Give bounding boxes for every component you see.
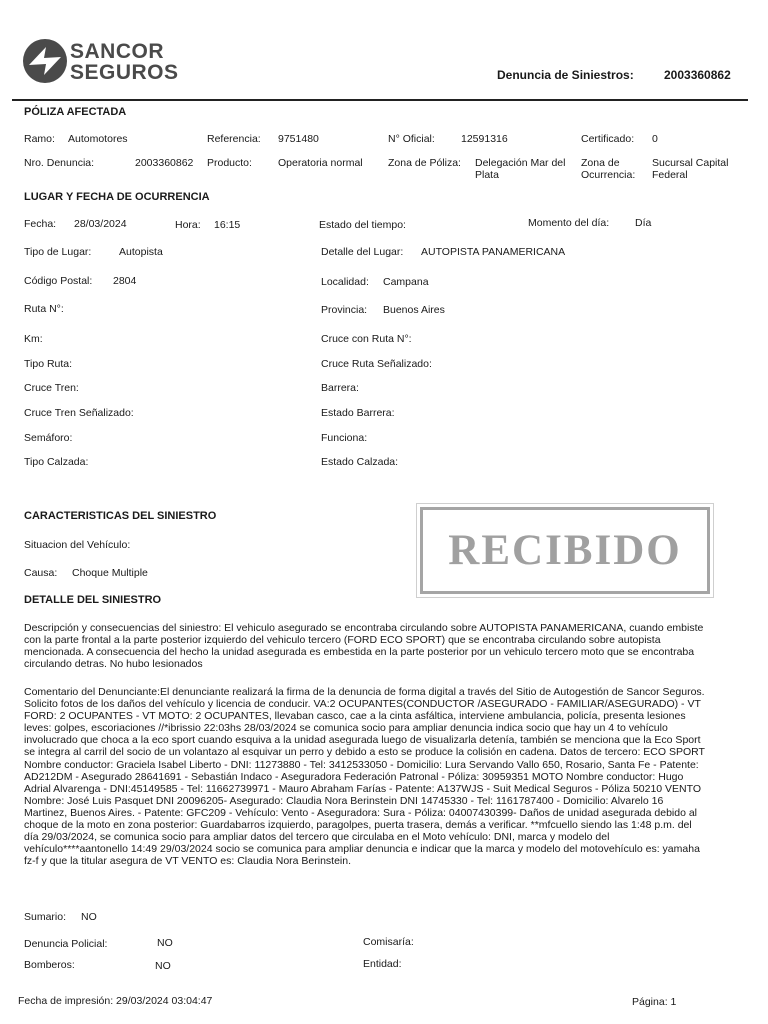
hora-label: Hora: [175,219,201,231]
referencia-value: 9751480 [278,133,319,145]
page-number: Página: 1 [632,996,677,1008]
tipo-lugar-label: Tipo de Lugar: [24,246,92,258]
zona-poliza-value-1: Delegación Mar del [475,157,566,169]
bomberos-value: NO [155,960,171,972]
cruce-ruta-label: Cruce con Ruta N°: [321,333,412,345]
section-poliza-title: PÓLIZA AFECTADA [24,106,127,118]
document-number: 2003360862 [664,68,731,82]
certificado-label: Certificado: [581,133,635,145]
ruta-label: Ruta N°: [24,303,64,315]
bomberos-label: Bomberos: [24,959,75,971]
fecha-value: 28/03/2024 [74,218,127,230]
comentario-paragraph: Comentario del Denunciante:El denunciante realizará la firma de la denuncia de forma digital a través del Sitio de Autogestión de Sancor Seguros. Solicito fotos de los daños del vehículo y licencia de conducir. VA:2 OCUPANTES(CONDUCTOR /ASEGURADO - FAMILIAR/ASEGURADO) - VT FORD: 2 OCUPANTES - VT MOTO: 2 OCUPANTES, llevaban casco, cae a la cinta asfáltica, interviene ambulancia, policía, presenta lesiones leves: golpes, escoriaciones //*ibrissio 22:03hs 28/03/2024 se comunica socio para ampliar denuncia indica socio que hay un 4 to vehículo involucrado que choca a la eco sport cuando esquiva a la unidad asegurada luego de visualizarla detenía, también se menciona que la Eco Sport se integra al carril del socio de un volantazo al esquivar un perro y debido a esto se produce la colisión en cadena. Datos de tercero: ECO SPORT Nombre conductor: Graciela Isabel Liberto - DNI: 11273880 - Tel: 3412533050 - Domicilio: Lura Servando Vallo 650, Rosario, Santa Fe - Patente: AD212DM - Asegurado 28641691 - Sebastián Indaco - Aseguradora Federación Patronal - Póliza: 30959351 MOTO Nombre conductor: Hugo Adrial Alvarenga - DNI:45149585 - Tel: 11662739971 - Mauro Abraham Farías - Patente: A137WJS - Suit Medical Seguros - Póliza 50210 VENTO Nombre: José Luis Pasquet DNI 20096205- Asegurado: Claudia Nora Berinstein DNI 14745330 - Tel: 1161787400 - Domicilio: Alvarelo 16 Martinez, Buenos Aires. - Patente: GFC209 - Vehículo: Vento - Aseguradora: Sura - Póliza: 04007430399- Daños de unidad asegurada debido al choque de la moto en zona posterior: Guardabarros izquierdo, paragolpes, puerta trasera, demás a verificar. **mfcuello siendo las 1:48 p.m. del día 29/03/2024, se comunica socio para ampliar datos del tercero que circulaba en el Moto vehículo: DNI, marca y modelo del vehículo****aantonello 14:49 29/03/2024 socio se comunica para ampliar denuncia e indicar que la marca y modelo del motovehículo es: yamaha fz-f y que la titular asegura de VT VENTO es: Claudia Nora Berinstein. [24,686,705,868]
estado-calzada-label: Estado Calzada: [321,456,399,468]
hora-value: 16:15 [214,219,241,231]
causa-label: Causa: [24,567,58,579]
causa-value: Choque Multiple [72,567,148,579]
certificado-value: 0 [652,133,658,145]
cruce-tren-label: Cruce Tren: [24,382,79,394]
situacion-vehiculo-label: Situacion del Vehículo: [24,539,131,551]
provincia-value: Buenos Aires [383,304,445,316]
brand-line-2: SEGUROS [70,61,179,84]
logo [22,38,179,88]
section-caracteristicas-title: CARACTERISTICAS DEL SINIESTRO [24,510,217,522]
km-label: Km: [24,333,43,345]
tipo-calzada-label: Tipo Calzada: [24,456,89,468]
comisaria-label: Comisaría: [363,936,414,948]
nro-denuncia-label: Nro. Denuncia: [24,157,95,169]
localidad-value: Campana [383,276,429,288]
ramo-value: Automotores [68,133,128,145]
ramo-label: Ramo: [24,133,55,145]
print-date: Fecha de impresión: 29/03/2024 03:04:47 [18,995,213,1007]
cruce-tren-senalizado-label: Cruce Tren Señalizado: [24,407,134,419]
descripcion-paragraph: Descripción y consecuencias del siniestro: El vehiculo asegurado se encontraba circulando sobre AUTOPISTA PANAMERICANA, cuando embiste con la parte frontal a la parte posterior izquierdo del vehiculo tercero (FORD ECO SPORT) que se encontraba circulando sobre autopista mencionada. A consecuencia del hecho la unidad asegurada es embestida en la parte posterior por un vehiculo tercero moto que se encontraba circulando detras. No hubo lesionados [24,622,704,671]
producto-value: Operatoria normal [278,157,363,169]
stamp-text: RECIBIDO [448,527,682,574]
zona-ocurrencia-value-2: Federal [652,169,688,181]
section-detalle-title: DETALLE DEL SINIESTRO [24,594,162,606]
referencia-label: Referencia: [207,133,261,145]
cruce-ruta-senalizado-label: Cruce Ruta Señalizado: [321,358,432,370]
detalle-lugar-label: Detalle del Lugar: [321,246,404,258]
detalle-lugar-value: AUTOPISTA PANAMERICANA [421,246,566,258]
momento-dia-label: Momento del día: [528,217,610,229]
codigo-postal-label: Código Postal: [24,275,93,287]
brand-line-1: SANCOR [70,40,165,63]
oficial-label: N° Oficial: [388,133,435,145]
section-lugar-title: LUGAR Y FECHA DE OCURRENCIA [24,191,210,203]
semaforo-label: Semáforo: [24,432,73,444]
producto-label: Producto: [207,157,252,169]
oficial-value: 12591316 [461,133,508,145]
entidad-label: Entidad: [363,958,402,970]
denuncia-policial-value: NO [157,937,173,949]
provincia-label: Provincia: [321,304,368,316]
zona-ocurrencia-label-1: Zona de [581,157,620,169]
estado-barrera-label: Estado Barrera: [321,407,395,419]
barrera-label: Barrera: [321,382,359,394]
zona-poliza-label: Zona de Póliza: [388,157,461,169]
funciona-label: Funciona: [321,432,368,444]
sumario-value: NO [81,911,97,923]
zona-poliza-value-2: Plata [475,169,499,181]
fecha-label: Fecha: [24,218,57,230]
zona-ocurrencia-label-2: Ocurrencia: [581,169,636,181]
tipo-lugar-value: Autopista [119,246,163,258]
tipo-ruta-label: Tipo Ruta: [24,358,73,370]
localidad-label: Localidad: [321,276,369,288]
codigo-postal-value: 2804 [113,275,137,287]
momento-dia-value: Día [635,217,652,229]
nro-denuncia-value: 2003360862 [135,157,194,169]
denuncia-policial-label: Denuncia Policial: [24,938,108,950]
document-title: Denuncia de Siniestros: [497,68,634,82]
estado-tiempo-label: Estado del tiempo: [319,219,406,231]
zona-ocurrencia-value-1: Sucursal Capital [652,157,729,169]
sumario-label: Sumario: [24,911,67,923]
sancor-logo-icon [22,38,68,84]
header-divider [12,99,748,101]
recibido-stamp [420,507,710,594]
